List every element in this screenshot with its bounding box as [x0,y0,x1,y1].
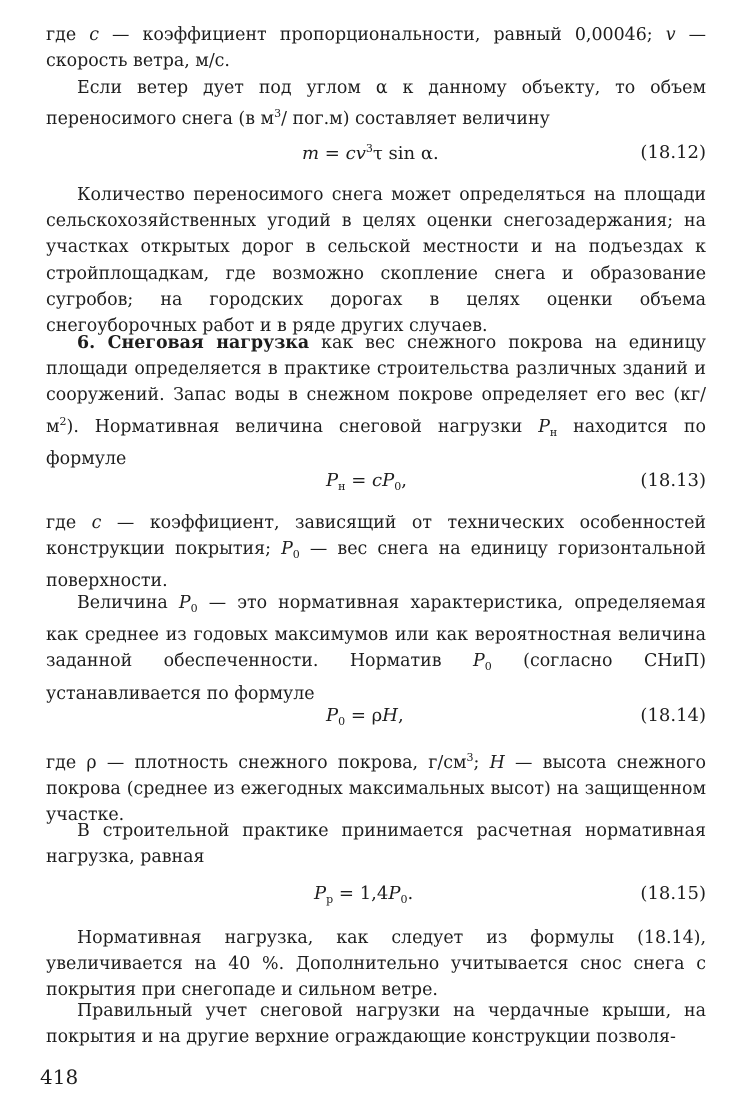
paragraph-definition-c-v [46,22,706,74]
text-run: = ρ [345,705,383,726]
text-run: — это нормативная характеристика, определяемая как среднее из годовых максимумов или как вероятностная величина заданной обеспеченности. Норматив [46,593,706,672]
formula-expression [326,705,404,728]
symbol-m: m [302,143,320,164]
formula-18-13 [46,470,706,500]
superscript: 3 [365,142,373,155]
superscript: 3 [274,107,282,121]
section-heading: 6. Снеговая нагрузка [77,333,310,353]
symbol-P: P [314,883,327,904]
formula-expression [326,470,407,493]
symbol-c: c [91,513,102,533]
symbol-H: H [489,753,505,773]
formula-expression [314,883,413,906]
subscript: 0 [292,548,300,562]
paragraph-wind-angle [46,75,706,132]
subscript: н [338,480,346,493]
subscript: р [326,893,334,906]
text-run: ; [473,753,490,773]
text-run: , [397,705,404,726]
text-run: τ sin α. [372,143,439,164]
paragraph-definition-rho-h [46,745,706,829]
symbol-v: v [665,25,676,45]
formula-number: (18.14) [640,705,706,726]
symbol-P: P [326,470,339,491]
paragraph-load-increase: Нормативная нагрузка, как следует из формулы (18.14), увеличивается на 40 %. Дополнительно учитывается снос снега с покрытия при снегопаде и сильном ветре. [46,928,706,1001]
text-run: — коэффициент, зависящий от технических особенностей конструкции покрытия; [46,513,707,560]
symbol-c: c [89,25,99,45]
text-run: — вес снега на единицу горизонтальной поверхности. [46,539,706,592]
subscript: 0 [484,660,492,674]
formula-18-15 [46,883,706,913]
symbol-P: P [178,593,191,613]
subscript: 0 [394,480,402,493]
symbol-H: H [382,705,398,726]
subscript: н [549,425,558,439]
page-number: 418 [40,1065,79,1089]
paragraph-p0-norm [46,590,706,707]
text-run: Величина [77,593,179,613]
formula-expression [302,142,439,164]
text-run: — скорость ветра, м/с. [46,25,707,72]
paragraph-snow-load [46,330,706,472]
paragraph-definition-c-p0 [46,510,706,595]
formula-number: (18.15) [640,883,706,904]
text-run: ). Нормативная величина снеговой нагрузки [66,416,539,437]
symbol-cv: cv [345,143,366,164]
formula-18-14 [46,705,706,735]
symbol-P: P [388,883,401,904]
formula-number: (18.13) [640,470,706,491]
symbol-P: P [281,539,293,560]
paragraph-roof-load: Правильный учет снеговой нагрузки на чердачные крыши, на покрытия и на другие верхние ограждающие конструкции позволя- [46,1001,706,1048]
text-run: — высота снежного покрова (среднее из ежегодных максимальных высот) на защищенном участке. [46,753,707,826]
symbol-P: P [326,705,339,726]
paragraph-snow-transfer: Количество переносимого снега может определяться на площади сельскохозяйственных угодий в целях оценки снегозадержания; на участках открытых дорог в сельской местности и на подъездах к стройплощадкам, где возможно скопление снега и образование сугробов; на городских дорогах в целях оценки объема снегоуборочных работ и в ряде других случаев. [46,185,706,337]
text-run: = 1,4 [333,883,389,904]
text-run: = [319,143,346,164]
text-run: где ρ — плотность снежного покрова, г/см [46,753,467,773]
formula-number: (18.12) [640,142,706,163]
text-run: = [345,470,372,491]
superscript: 3 [466,751,474,764]
paragraph-design-load: В строительной практике принимается расчетная нормативная нагрузка, равная [46,821,706,868]
text-run: (согласно СНиП) устанавливается по формуле [46,651,706,704]
symbol-P: P [538,416,550,437]
formula-18-12 [46,142,706,172]
subscript: 0 [400,893,408,906]
text-run: где [46,513,92,533]
symbol-P: P [473,651,485,672]
text-run: , [401,470,407,491]
text-run: . [407,883,414,904]
text-run: / пог.м) составляет величину [281,109,550,130]
text-run: Если ветер дует под углом α к данному объекту, то объем переносимого снега (в м [46,78,706,130]
subscript: 0 [338,715,346,728]
subscript: 0 [190,602,198,615]
text-run: где [46,25,90,45]
text-run: как вес снежного покрова на единицу площади определяется в практике строительства различных зданий и сооружений. Запас воды в снежном покрове определяет его вес (кг/ м [46,333,706,437]
text-run: — коэффициент пропорциональности, равный 0,00046; [98,25,666,45]
superscript: 2 [59,414,67,428]
text-run: находится по формуле [46,416,706,469]
symbol-cP: cP [372,470,395,491]
